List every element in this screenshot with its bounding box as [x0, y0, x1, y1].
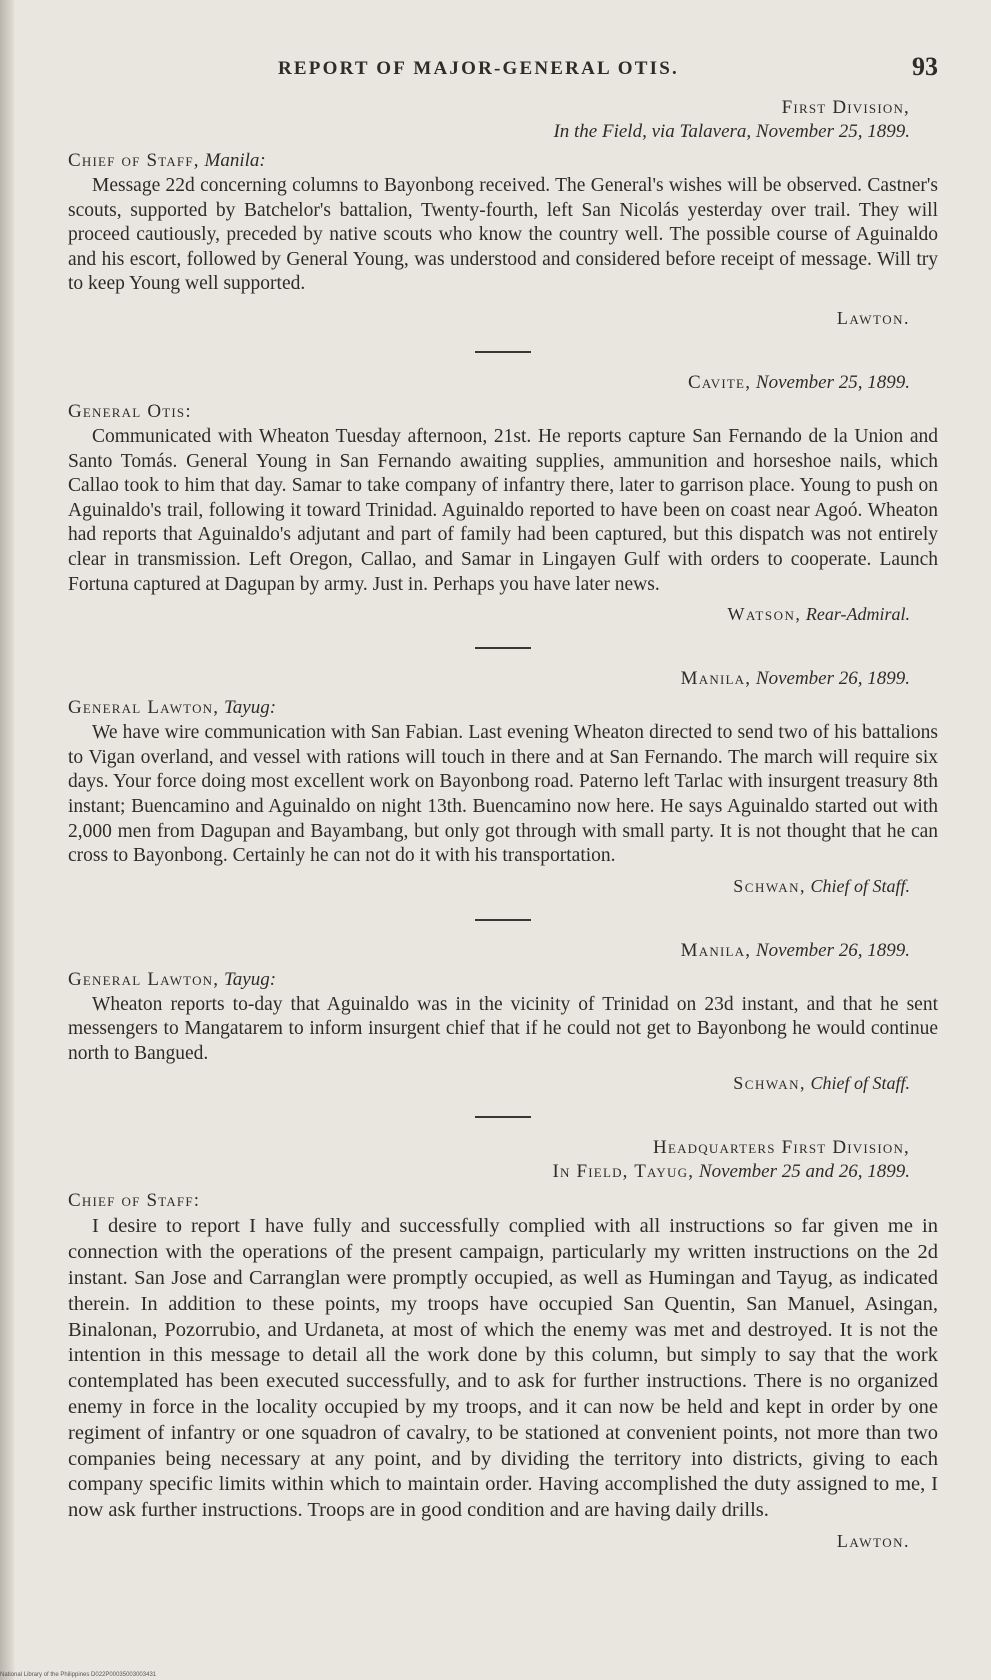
signature	[68, 873, 938, 899]
dateline	[68, 371, 938, 395]
signature-name: Schwan,	[733, 1073, 806, 1094]
dateline-place-secondary: In Field, Tayug,	[552, 1161, 695, 1183]
dateline	[68, 939, 938, 963]
signature-name: Lawton.	[836, 1531, 910, 1552]
page-binding-edge	[0, 0, 14, 1680]
addressee-location: Tayug:	[223, 968, 277, 990]
running-header	[68, 44, 938, 84]
dateline-place: First Division,	[781, 97, 910, 118]
signature-title: Chief of Staff.	[810, 875, 910, 896]
telegram-message-2	[68, 371, 938, 627]
signature-name: Lawton.	[836, 307, 910, 328]
signature	[68, 1528, 938, 1554]
addressee-location: Manila:	[204, 150, 266, 171]
section-divider	[475, 919, 531, 921]
addressee: General Otis:	[68, 400, 192, 422]
dateline-place: Headquarters First Division,	[653, 1137, 910, 1159]
addressee: General Lawton,	[68, 968, 220, 990]
signature-title: Rear-Admiral.	[805, 604, 910, 625]
page-number: 93	[912, 52, 938, 81]
signature-name: Watson,	[727, 604, 802, 625]
addressee: Chief of Staff:	[68, 1190, 201, 1212]
signature	[68, 1070, 938, 1096]
salutation	[68, 148, 938, 174]
section-divider	[475, 647, 531, 649]
message-body: I desire to report I have fully and successfully complied with all instructions so far given me in connection with the operations of the present campaign, particularly my written instructions on the 2d instant. San Jose and Carranglan were promptly occupied, as well as Humingan and Tayug, as indicated therein. In addition to these points, my troops have occupied San Quentin, San Manuel, Asingan, Binalonan, Pozorrubio, and Urdaneta, at most of which the enemy was met and destroyed. It is not the intention in this message to detail all the work done by this column, but simply to say that the work contemplated has been executed successfully, and to ask for further instructions. There is no organized enemy in force in the locality occupied by my troops, and it can now be held and kept in order by one regiment of infantry or one squadron of cavalry, to be stationed at convenient points, not more than two companies being necessary at any point, and by dividing the territory into districts, giving to each company specific limits within which to maintain order. Having accomplished the duty assigned to me, I now ask further instructions. Troops are in good condition and are having daily drills.	[68, 1215, 938, 1522]
telegram-message-5	[68, 1136, 938, 1554]
signature-name: Schwan,	[733, 875, 806, 896]
document-page	[68, 44, 938, 1554]
salutation	[68, 967, 938, 993]
message-body: We have wire communication with San Fabian. Last evening Wheaton directed to send two of his battalions to Vigan overland, and vessel with rations will touch in there and at San Fernando. The march will require six days. Your force doing most excellent work on Bayonbong road. Paterno left Tarlac with insurgent treasury 8th instant; Buencamino and Aguinaldo on night 13th. Buencamino now here. He says Aguinaldo started out with 2,000 men from Dagupan and Bayambang, but only got through with small party. It is not thought that he can cross to Bayonbong. Certainly he can not do it with his transportation.	[68, 722, 938, 867]
dateline-date: November 26, 1899.	[755, 668, 910, 690]
section-divider	[475, 351, 531, 353]
dateline	[68, 667, 938, 691]
dateline-date: November 25, 1899.	[755, 371, 910, 393]
dateline-date: November 26, 1899.	[755, 939, 910, 961]
dateline-place: Cavite,	[688, 371, 752, 393]
signature	[68, 601, 938, 627]
running-title: REPORT OF MAJOR-GENERAL OTIS.	[278, 58, 679, 79]
message-body: Wheaton reports to-day that Aguinaldo was in the vicinity of Trinidad on 23d instant, and that he sent messengers to Mangatarem to inform insurgent chief that if he could not get to Bayonbong he would continue north to Bangued.	[68, 993, 938, 1064]
salutation	[68, 399, 938, 425]
signature-title: Chief of Staff.	[810, 1073, 910, 1094]
message-body: Communicated with Wheaton Tuesday afternoon, 21st. He reports capture San Fernando de la Union and Santo Tomás. General Young in San Fernando awaiting supplies, ammunition and horseshoe nails, which Callao took to him that day. Samar to take company of infantry there, later to garrison place. Young to push on Aguinaldo's trail, following it toward Trinidad. Aguinaldo reported to have been on coast near Agoó. Wheaton had reports that Aguinaldo's adjutant and part of family had been captured, but this dispatch was not entirely clear in transmission. Left Oregon, Callao, and Samar in Lingayen Gulf with orders to cooperate. Launch Fortuna captured at Dagupan by army. Just in. Perhaps you have later news.	[68, 425, 938, 595]
scan-credit: National Library of the Philippines D022P00035003003431	[0, 1672, 157, 1678]
dateline-place: Manila,	[680, 668, 752, 690]
signature	[68, 305, 938, 331]
message-body: Message 22d concerning columns to Bayonbong received. The General's wishes will be observed. Castner's scouts, supported by Batchelor's battalion, Twenty-fourth, left San Nicolás yesterday over trail. They will proceed cautiously, preceded by native scouts who know the country well. The possible course of Aguinaldo and his escort, followed by General Young, was understood and considered before receipt of message. Will try to keep Young well supported.	[68, 175, 938, 295]
dateline	[68, 96, 938, 144]
telegram-message-3	[68, 667, 938, 899]
section-divider	[475, 1116, 531, 1118]
addressee-location: Tayug:	[223, 697, 277, 719]
dateline	[68, 1136, 938, 1184]
addressee: Chief of Staff,	[68, 150, 200, 171]
salutation	[68, 1188, 938, 1214]
salutation	[68, 695, 938, 721]
telegram-message-1	[68, 96, 938, 331]
dateline-date: November 25 and 26, 1899.	[698, 1161, 910, 1183]
dateline-date: In the Field, via Talavera, November 25, 1899.	[553, 121, 910, 142]
telegram-message-4	[68, 939, 938, 1097]
dateline-place: Manila,	[680, 939, 752, 961]
addressee: General Lawton,	[68, 697, 220, 719]
